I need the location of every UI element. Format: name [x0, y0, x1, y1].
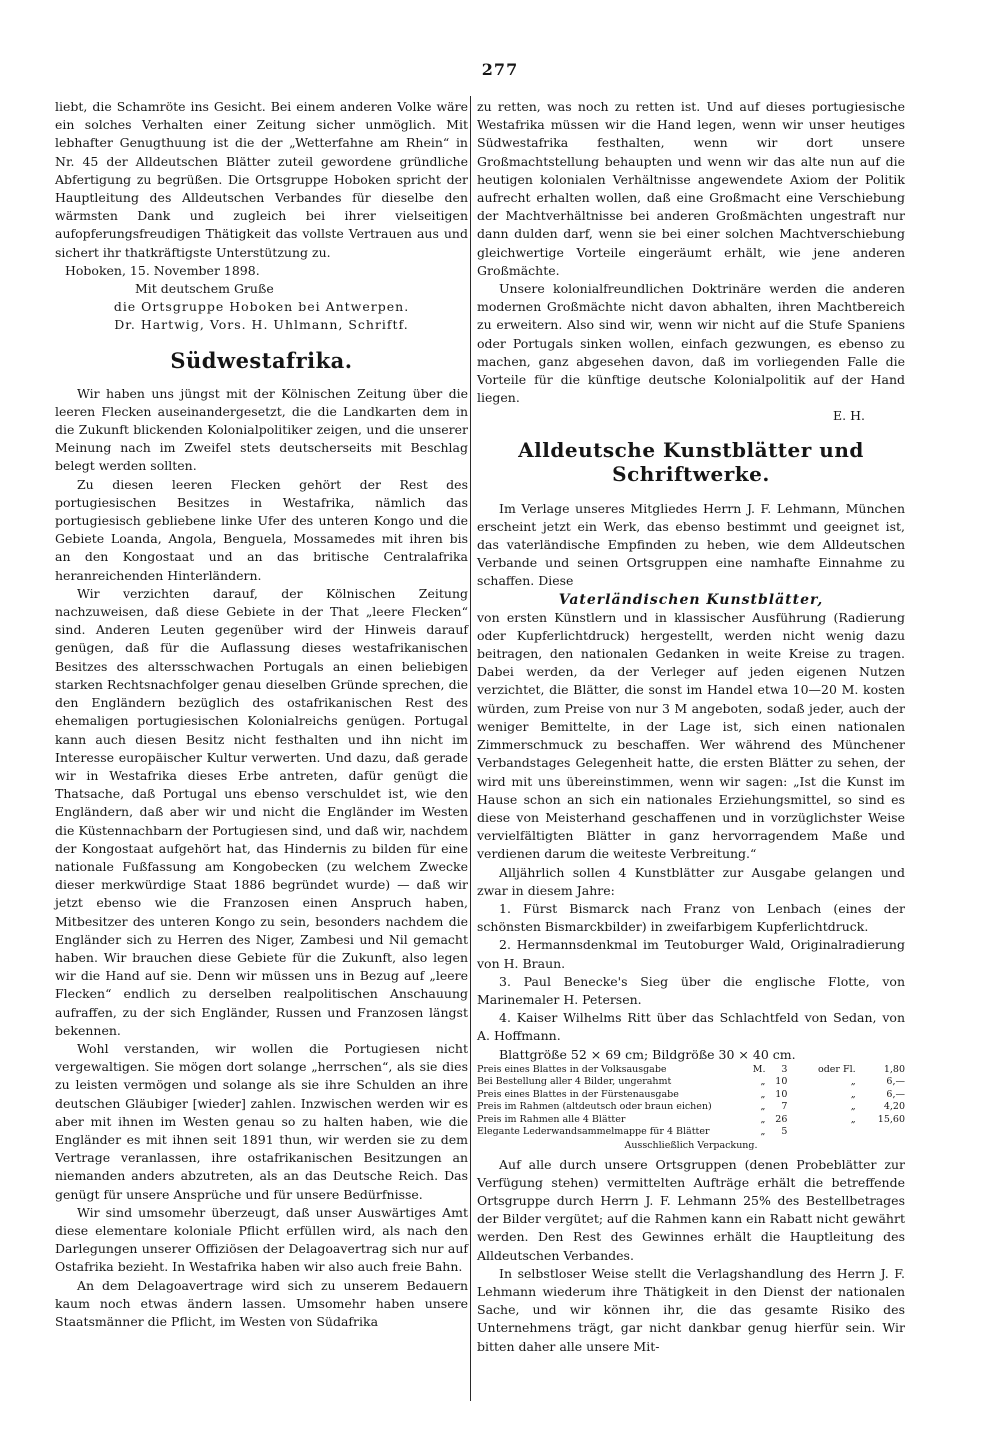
article-paragraph: Alljährlich sollen 4 Kunstblätter zur Ausgabe gelangen und zwar in diesem Jahre:: [477, 864, 905, 898]
price-unit: M.: [752, 1063, 766, 1075]
price-value: 7: [781, 1101, 788, 1113]
price-label: Preis eines Blattes in der Fürstenausgabe: [477, 1088, 679, 1100]
price-label: Preis im Rahmen alle 4 Blätter: [477, 1113, 626, 1125]
price-unit: „: [760, 1088, 766, 1100]
article-paragraph: Wir haben uns jüngst mit der Kölnischen Zeitung über die leeren Flecken auseinandergesetzt, die die Landkarten dem in die Zukunft blickenden Kolonialpolitiker zeigen, und die unserer Meinung nach im Zweifel stets deutscherseits mit Beschlag belegt werden sollten.: [55, 385, 468, 474]
article-paragraph: In selbstloser Weise stellt die Verlagshandlung des Herrn J. F. Lehmann wiederum ihre Thätigkeit in den Dienst der nationalen Sache, und wir können ihr, die das gesamte Risiko des Unternehmens trägt, gar nicht dankbar genug hierfür sein. Wir bitten daher alle unsere Mit-: [477, 1265, 905, 1354]
table-row: [477, 1089, 905, 1102]
article-paragraph: Wir verzichten darauf, der Kölnischen Zeitung nachzuweisen, daß diese Gebiete in der That „leere Flecken“ sind. Anderen Leuten gegenüber wird der Hinweis darauf genügen, daß für die Auflassung dieses westafrikanischen Besitzes des altersschwachen Portugals an einen beliebigen starken Rechtsnachfolger genau dieselben Gründe sprechen, die den Engländern bezüglich des ostafrikanischen Rest des ehemaligen portugiesischen Kolonialreichs genügen. Portugal kann auch diesen Besitz nicht festhalten und ihn nicht im Interesse europäischer Kultur verwerten. Und dazu, daß gerade wir in Westafrika dieses Erbe antreten, dafür genügt die Thatsache, daß Portugal uns ebenso verschuldet ist, wie den Engländern, daß aber wir und nicht die Engländer im Westen die Küstennachbarn der Portugiesen sind, und daß wir, nachdem der Kongostaat aufgehört hat, das Hindernis zu bilden für eine nationale Fußfassung am Kongobecken (zu welchem Zwecke dieser merkwürdige Staat 1886 begründet wurde) — daß wir jetzt ebenso wie die Franzosen einen Anspruch haben, Mitbesitzer des unteren Kongo zu sein, besonders nachdem die Engländer sich zu Herren des Niger, Zambesi und Nil gemacht haben. Wir brauchen diese Gebiete für die Zukunft, also legen wir die Hand auf sie. Denn wir müssen uns in Bezug auf „leere Flecken“ endlich zu derselben realpolitischen Anschauung aufraffen, zu der sich Engländer, Russen und Franzosen längst bekennen.: [55, 585, 468, 1038]
table-row: [477, 1076, 905, 1089]
section-heading-suedwestafrika: Südwestafrika.: [170, 347, 353, 373]
greeting: Mit deutschem Gruße: [135, 281, 274, 297]
price-unit: „: [760, 1126, 766, 1138]
table-row: [477, 1114, 905, 1127]
article-paragraph: Unsere kolonialfreundlichen Doktrinäre werden die anderen modernen Großmächte nicht davon abhalten, ihren Machtbereich zu erweitern. Also sind wir, wenn wir nicht auf die Stufe Spaniens oder Portugals sinken wollen, einfach gezwungen, es ebenso zu machen, ganz abgesehen davon, daß im vorliegenden Falle die Vorteile für die künftige deutsche Kolonialpolitik auf der Hand liegen.: [477, 281, 905, 406]
price-label: Elegante Lederwandsammelmappe für 4 Blätter: [477, 1126, 710, 1138]
packing-note: Ausschließlich Verpackung.: [624, 1139, 758, 1151]
article-paragraph: Wohl verstanden, wir wollen die Portugiesen nicht vergewaltigen. Sie mögen dort solange „herrschen“, als sie dies zu leisten vermögen und solange als sie ihre Schulden an ihre deutschen Gläubiger [wieder] zahlen. Inzwischen werden wir es aber mit ihnen im Westen genau so zu halten haben, wie die Engländer es mit ihnen seit 1891 thun, wir werden sie zu dem Vertrage veranlassen, ihre ostafrikanischen Besitzungen an niemanden anders abzutreten, als an das Deutsche Reich. Das genügt für unsere Ansprüche und für unsere Bedürfnisse.: [55, 1040, 468, 1202]
price-alt: 4,20: [883, 1101, 905, 1113]
price-alt: 15,60: [877, 1113, 905, 1125]
signoff-block: [55, 262, 468, 335]
subheading-kunstblaetter: Vaterländischen Kunstblätter,: [558, 591, 824, 608]
article-paragraph: zu retten, was noch zu retten ist. Und auf dieses portugiesische Westafrika müssen wir die Hand legen, wenn wir unser heutiges Südwestafrika festhalten, wenn wir dort unsere Großmachtstellung behaupten und wenn wir das alte nun auf die heutigen kolonialen Verhältnisse angewendete Axiom der Politik aufrecht erhalten wollen, daß eine Großmacht eine Verschiebung der Machtverhältnisse bei anderen Großmächten ungestraft nur dann dulden darf, wenn sie bei einer solchen Machtverschiebung gleichwertige Vorteile eingeräumt erhält, wie jene anderen Großmächte.: [477, 99, 905, 278]
left-column: [55, 98, 468, 1331]
price-value: 10: [775, 1088, 788, 1100]
price-unit: „: [760, 1113, 766, 1125]
price-label: Preis eines Blattes in der Volksausgabe: [477, 1063, 667, 1075]
price-alt: [856, 1126, 905, 1139]
list-item: 1. Fürst Bismarck nach Franz von Lenbach (eines der schönsten Bismarckbilder) in zweifarbigem Kupferlichtdruck.: [477, 900, 905, 935]
list-item: 3. Paul Benecke's Sieg über die englische Flotte, von Marinemaler H. Petersen.: [477, 973, 905, 1007]
intro-paragraph: liebt, die Schamröte ins Gesicht. Bei einem anderen Volke wäre ein solches Verhalten einer Zeitung sicher unmöglich. Mit lebhafter Genugthuung ist die der „Wetterfahne am Rhein“ in Nr. 45 der Alldeutschen Blätter zuteil gewordene gründliche Abfertigung zu begrüßen. Die Ortsgruppe Hoboken spricht der Hauptleitung des Alldeutschen Verbandes für dieselbe den wärmsten Dank und zugleich bei ihrer vielseitigen aufopferungsfreudigen Thätigkeit das vollste Vertrauen aus und sichert ihr thatkräftigste Unterstützung zu.: [55, 99, 468, 260]
table-row: [477, 1101, 905, 1114]
table-row: [477, 1126, 905, 1139]
price-label: Bei Bestellung aller 4 Bilder, ungerahmt: [477, 1076, 672, 1088]
article-paragraph: Wir sind umsomehr überzeugt, daß unser Auswärtiges Amt diese elementare koloniale Pflicht erfüllen wird, als nach den Darlegungen unserer Offiziösen der Delagoavertrag sich nur auf Ostafrika bezieht. In Westafrika haben wir also auch freie Bahn.: [55, 1204, 468, 1275]
price-unit: „: [760, 1101, 766, 1113]
price-sep: „: [850, 1101, 856, 1113]
size-line: Blattgröße 52 × 69 cm; Bildgröße 30 × 40 cm.: [499, 1046, 796, 1062]
author-initials: E. H.: [833, 408, 865, 424]
article-paragraph: Zu diesen leeren Flecken gehört der Rest des portugiesischen Besitzes in Westafrika, nämlich das portugiesisch gebliebene linke Ufer des unteren Kongo und die Gebiete Loanda, Angola, Benguela, Mossamedes mit ihren bis an den Kongostaat und an das britische Centralafrika heranreichenden Hinterländern.: [55, 476, 468, 583]
price-value: 3: [781, 1063, 788, 1075]
price-value: 5: [781, 1126, 788, 1138]
article-paragraph: Auf alle durch unsere Ortsgruppen (denen Probeblätter zur Verfügung stehen) vermittelten Aufträge erhält die betreffende Ortsgruppe durch Herrn J. F. Lehmann 25% des Bestellbetrages der Bilder vergütet; auf die Rahmen kann ein Rabatt nicht gewährt werden. Den Rest des Gewinnes erhält die Hauptleitung des Alldeutschen Verbandes.: [477, 1156, 905, 1263]
section-heading-kunstblaetter: Alldeutsche Kunstblätter und Schriftwerke.: [518, 437, 864, 486]
page-number: 277: [481, 60, 519, 79]
price-unit: „: [760, 1076, 766, 1088]
price-sep: oder Fl.: [818, 1063, 856, 1075]
price-sep: „: [850, 1076, 856, 1088]
table-row: [477, 1064, 905, 1077]
price-table: [477, 1064, 905, 1139]
right-column: [477, 98, 905, 1356]
article-paragraph: von ersten Künstlern und in klassischer Ausführung (Radierung oder Kupferlichtdruck) hergestellt, werden nicht wenig dazu beitragen, den nationalen Gedanken in weite Kreise zu tragen. Dabei werden, da der Verleger auf jeden eigenen Nutzen verzichtet, die Blätter, die sonst im Handel etwa 10—20 M. kosten würden, zum Preise von nur 3 M angeboten, sodaß jeder, auch der weniger Bemittelte, in der Lage ist, sich einen nationalen Zimmerschmuck zu beschaffen. Wer während des Münchener Verbandstages Gelegenheit hatte, die ersten Blätter zu sehen, der wird mit uns übereinstimmen, wenn wir sagen: „Ist die Kunst im Hause schon an sich ein nationales Erziehungsmittel, so sind es diese von Meisterhand geschaffenen und in vorzüglichster Weise vervielfältigten Blätter in ganz hervorragendem Maße und verdienen darum die weiteste Verbreitung.“: [477, 609, 905, 862]
price-alt: 6,—: [886, 1088, 905, 1100]
intro-paragraph: Im Verlage unseres Mitgliedes Herrn J. F. Lehmann, München erscheint jetzt ein Werk, das ebenso bestimmt und geeignet ist, das vaterländische Empfinden zu heben, wie dem Alldeutschen Verbande und seinen Ortsgruppen eine namhafte Einnahme zu schaffen. Diese: [477, 500, 905, 589]
price-sep: „: [850, 1088, 856, 1100]
price-sep: „: [850, 1113, 856, 1125]
place-date: Hoboken, 15. November 1898.: [65, 262, 260, 278]
price-sep: [787, 1126, 855, 1139]
list-item: 2. Hermannsdenkmal im Teutoburger Wald, Originalradierung von H. Braun.: [477, 937, 905, 971]
price-label: Preis im Rahmen (altdeutsch oder braun eichen): [477, 1101, 712, 1113]
price-value: 10: [775, 1076, 788, 1088]
price-alt: 1,80: [883, 1063, 905, 1075]
signature-names: Dr. Hartwig, Vors. H. Uhlmann, Schriftf.: [114, 317, 409, 333]
price-value: 26: [775, 1113, 788, 1125]
article-paragraph: An dem Delagoavertrage wird sich zu unserem Bedauern kaum noch etwas ändern lassen. Umsomehr haben unsere Staatsmänner die Pflicht, im Westen von Südafrika: [55, 1277, 468, 1329]
column-divider: [470, 96, 471, 1401]
price-alt: 6,—: [886, 1076, 905, 1088]
list-item: 4. Kaiser Wilhelms Ritt über das Schlachtfeld von Sedan, von A. Hoffmann.: [477, 1010, 905, 1044]
signature-group: die Ortsgruppe Hoboken bei Antwerpen.: [113, 299, 410, 315]
